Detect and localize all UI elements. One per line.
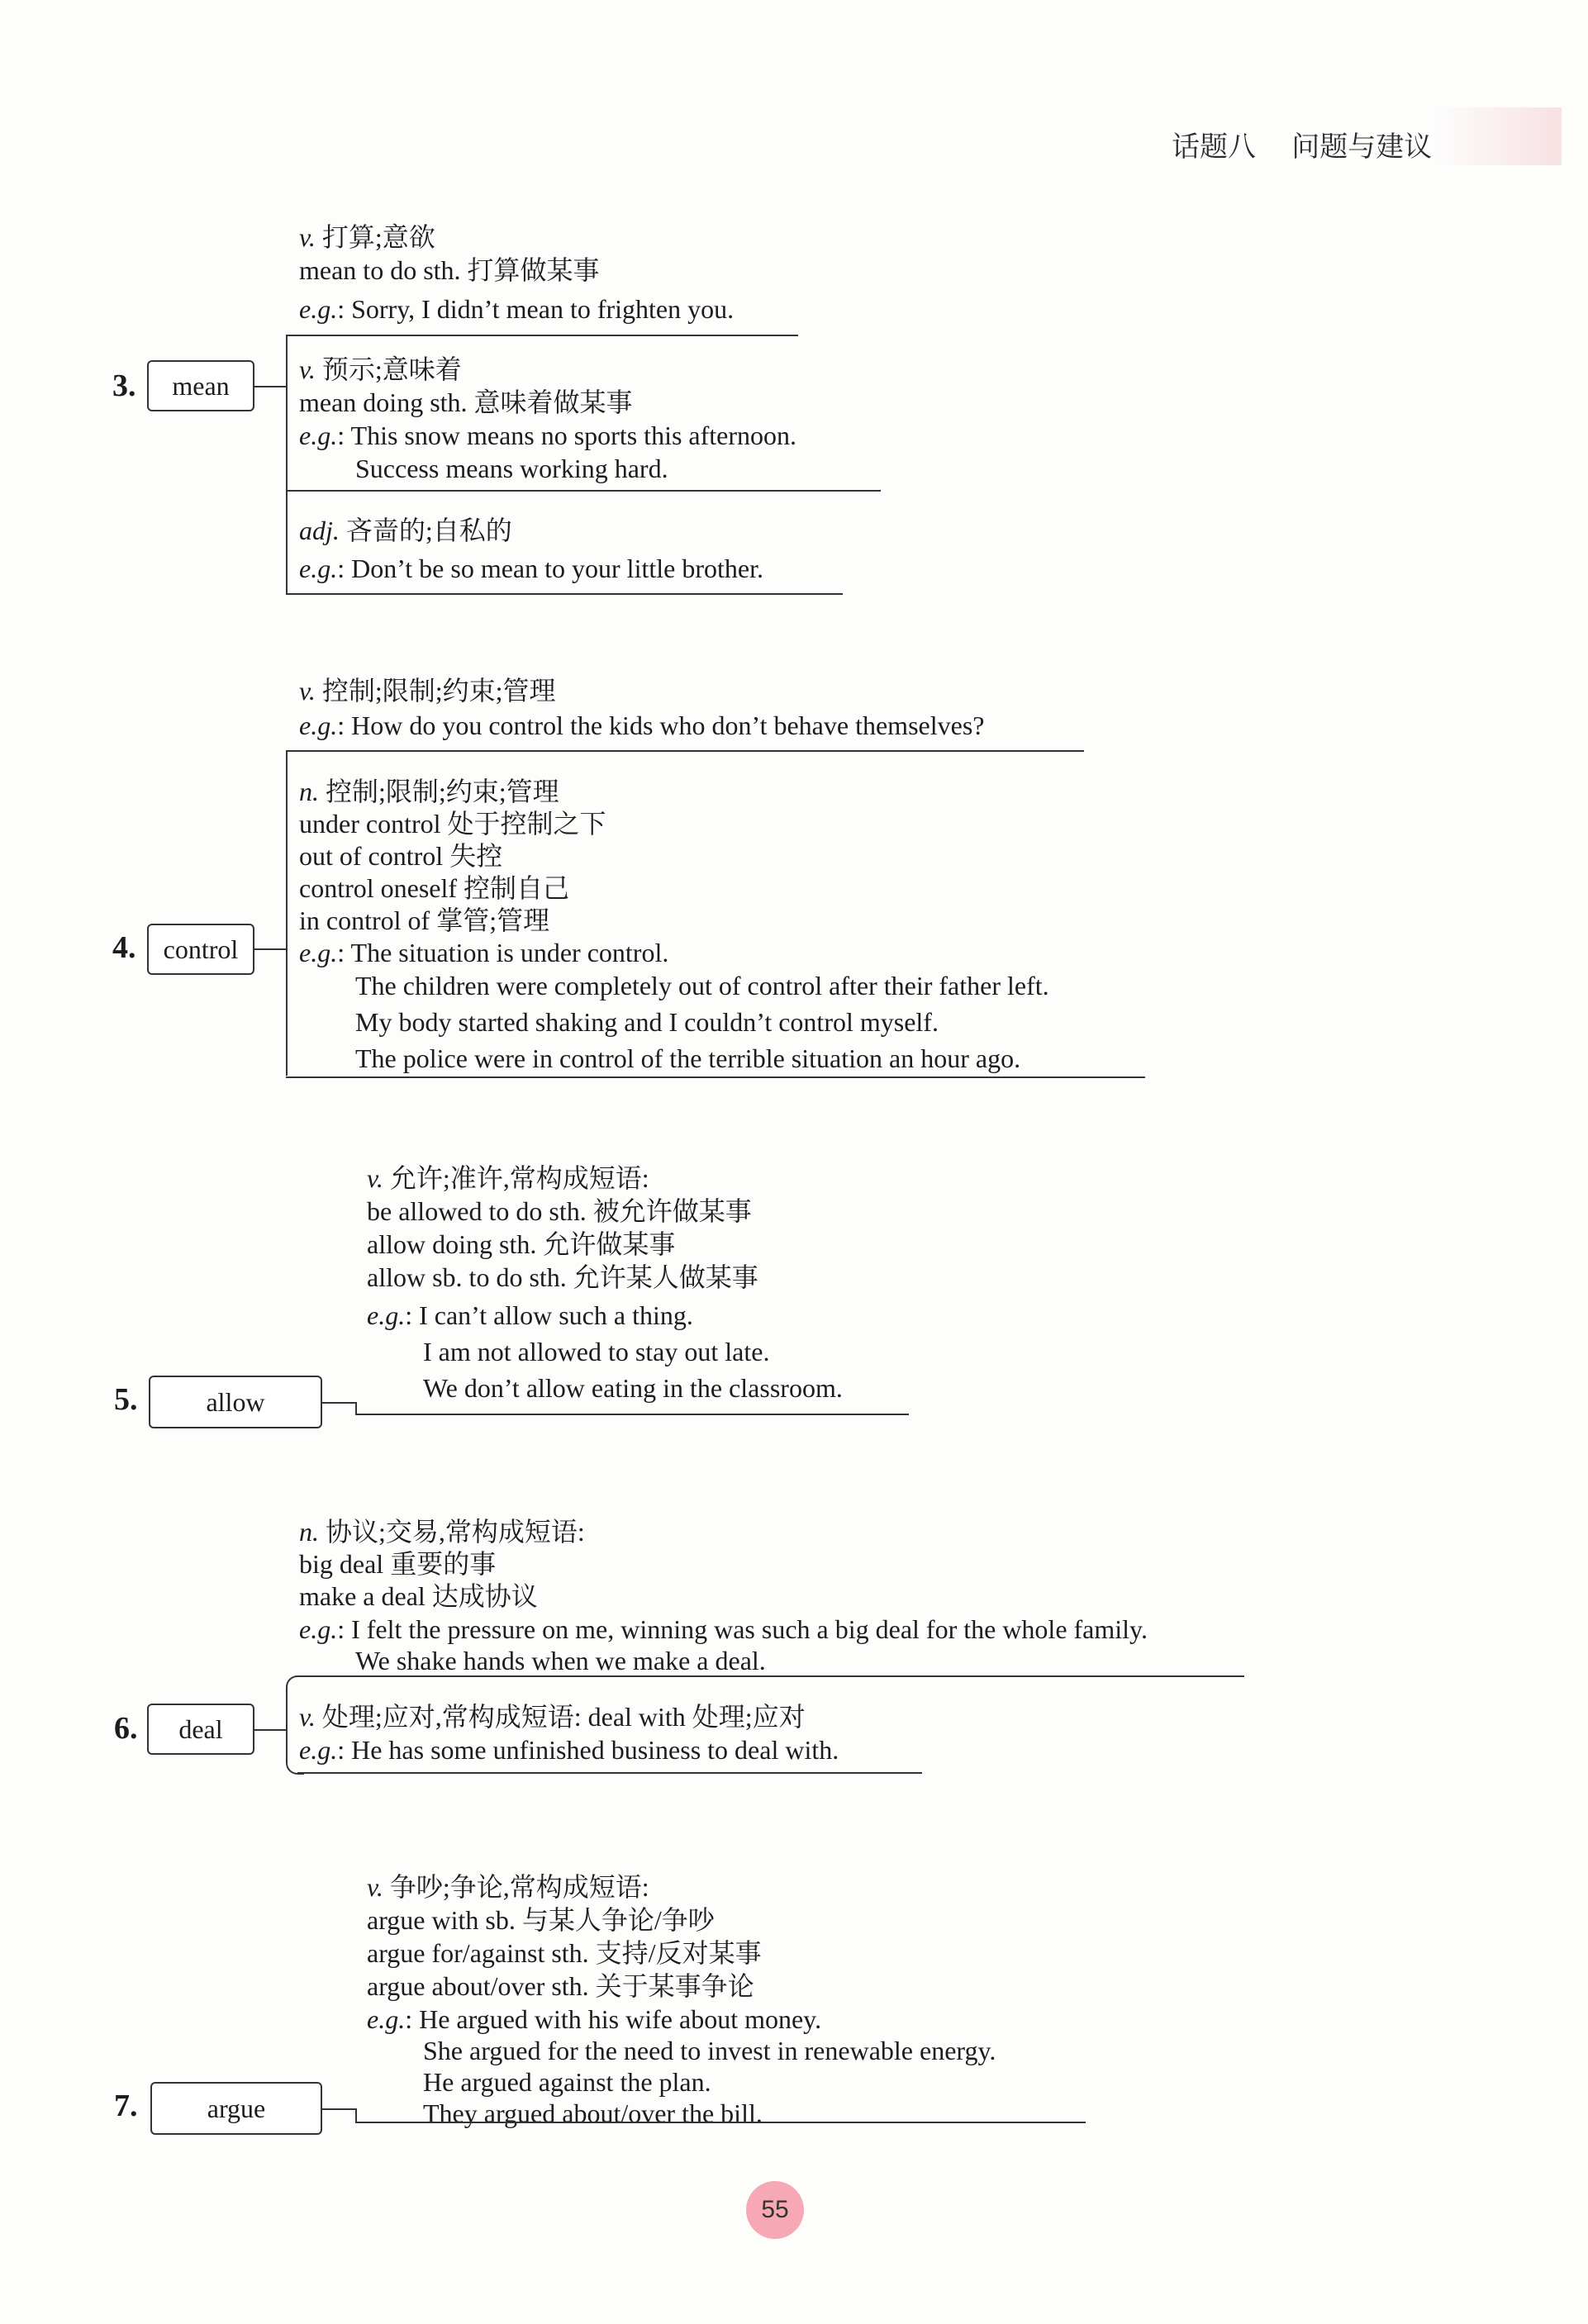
example-line: Success means working hard.	[355, 454, 668, 483]
header-tint	[1438, 107, 1562, 165]
divider	[297, 1675, 1244, 1677]
sense-line: n. 协议;交易,常构成短语:	[299, 1517, 585, 1547]
word-box-allow: allow	[149, 1376, 322, 1428]
example-line: e.g.: I can’t allow such a thing.	[367, 1300, 693, 1330]
connector	[254, 386, 286, 387]
phrase-line: big deal 重要的事	[299, 1549, 497, 1579]
phrase-line: argue with sb. 与某人争论/争吵	[367, 1905, 715, 1935]
word-box-control: control	[147, 924, 254, 975]
sense-line: v. 允许;准许,常构成短语:	[367, 1163, 649, 1193]
phrase-line: argue for/against sth. 支持/反对某事	[367, 1938, 762, 1968]
phrase-line: in control of 掌管;管理	[299, 905, 550, 935]
entry-number: 7.	[114, 2089, 138, 2123]
entry-number: 3.	[112, 368, 136, 403]
connector	[355, 1402, 357, 1414]
divider	[286, 750, 1084, 752]
sense-line: v. 争吵;争论,常构成短语:	[367, 1872, 649, 1902]
sense-line: v. 打算;意欲	[299, 222, 435, 252]
connector	[355, 2108, 357, 2122]
example-line: e.g.: How do you control the kids who don’t behave themselves?	[299, 711, 985, 740]
example-line: e.g.: This snow means no sports this afternoon.	[299, 421, 797, 450]
phrase-line: allow sb. to do sth. 允许某人做某事	[367, 1262, 758, 1292]
example-line: My body started shaking and I couldn’t control myself.	[355, 1007, 939, 1037]
sense-line: n. 控制;限制;约束;管理	[299, 777, 559, 806]
example-line: The children were completely out of control after their father left.	[355, 971, 1049, 1000]
connector	[286, 752, 288, 1076]
divider	[286, 1076, 1145, 1078]
connector	[322, 1402, 355, 1404]
divider	[355, 1414, 909, 1415]
example-line: They argued about/over the bill.	[423, 2098, 763, 2128]
word-box-argue: argue	[150, 2082, 322, 2135]
sense-line: mean doing sth. 意味着做某事	[299, 387, 633, 417]
phrase-line: argue about/over sth. 关于某事争论	[367, 1971, 754, 2001]
sense-line: v. 预示;意味着	[299, 354, 462, 384]
word-box-mean: mean	[147, 360, 254, 411]
divider	[355, 2122, 1086, 2123]
connector	[254, 948, 286, 950]
example-line: e.g.: He has some unfinished business to deal with.	[299, 1735, 839, 1765]
sense-line: v. 控制;限制;约束;管理	[299, 676, 556, 706]
phrase-line: allow doing sth. 允许做某事	[367, 1229, 676, 1259]
example-line: The police were in control of the terrible situation an hour ago.	[355, 1043, 1021, 1073]
example-line: e.g.: I felt the pressure on me, winning was such a big deal for the whole family.	[299, 1614, 1148, 1644]
connector	[286, 335, 288, 549]
sense-line: adj. 吝啬的;自私的	[299, 516, 512, 545]
divider	[286, 593, 843, 595]
connector	[322, 2108, 355, 2110]
phrase-line: be allowed to do sth. 被允许做某事	[367, 1196, 752, 1226]
example-line: e.g.: The situation is under control.	[299, 938, 669, 967]
divider	[286, 490, 881, 492]
divider	[286, 335, 798, 336]
example-line: She argued for the need to invest in renewable energy.	[423, 2036, 996, 2065]
sense-line: v. 处理;应对,常构成短语: deal with 处理;应对	[299, 1702, 806, 1732]
entry-number: 5.	[114, 1382, 138, 1417]
phrase-line: make a deal 达成协议	[299, 1581, 538, 1611]
example-line: I am not allowed to stay out late.	[423, 1337, 770, 1366]
example-line: e.g.: Don’t be so mean to your little brother.	[299, 554, 763, 583]
entry-number: 6.	[114, 1711, 138, 1746]
sense-line: mean to do sth. 打算做某事	[299, 255, 600, 285]
page-header: 话题八 问题与建议	[1172, 131, 1433, 164]
entry-number: 4.	[112, 930, 136, 965]
example-line: e.g.: He argued with his wife about money.	[367, 2004, 822, 2034]
phrase-line: out of control 失控	[299, 841, 503, 871]
connector	[286, 545, 288, 593]
divider	[297, 1772, 922, 1774]
example-line: He argued against the plan.	[423, 2067, 711, 2097]
connector	[254, 1729, 286, 1731]
word-box-deal: deal	[147, 1704, 254, 1755]
example-line: e.g.: Sorry, I didn’t mean to frighten you.	[299, 294, 735, 324]
phrase-line: under control 处于控制之下	[299, 809, 606, 839]
example-line: We don’t allow eating in the classroom.	[423, 1373, 843, 1403]
example-line: We shake hands when we make a deal.	[355, 1646, 766, 1675]
phrase-line: control oneself 控制自己	[299, 873, 570, 903]
page-number: 55	[746, 2181, 804, 2239]
